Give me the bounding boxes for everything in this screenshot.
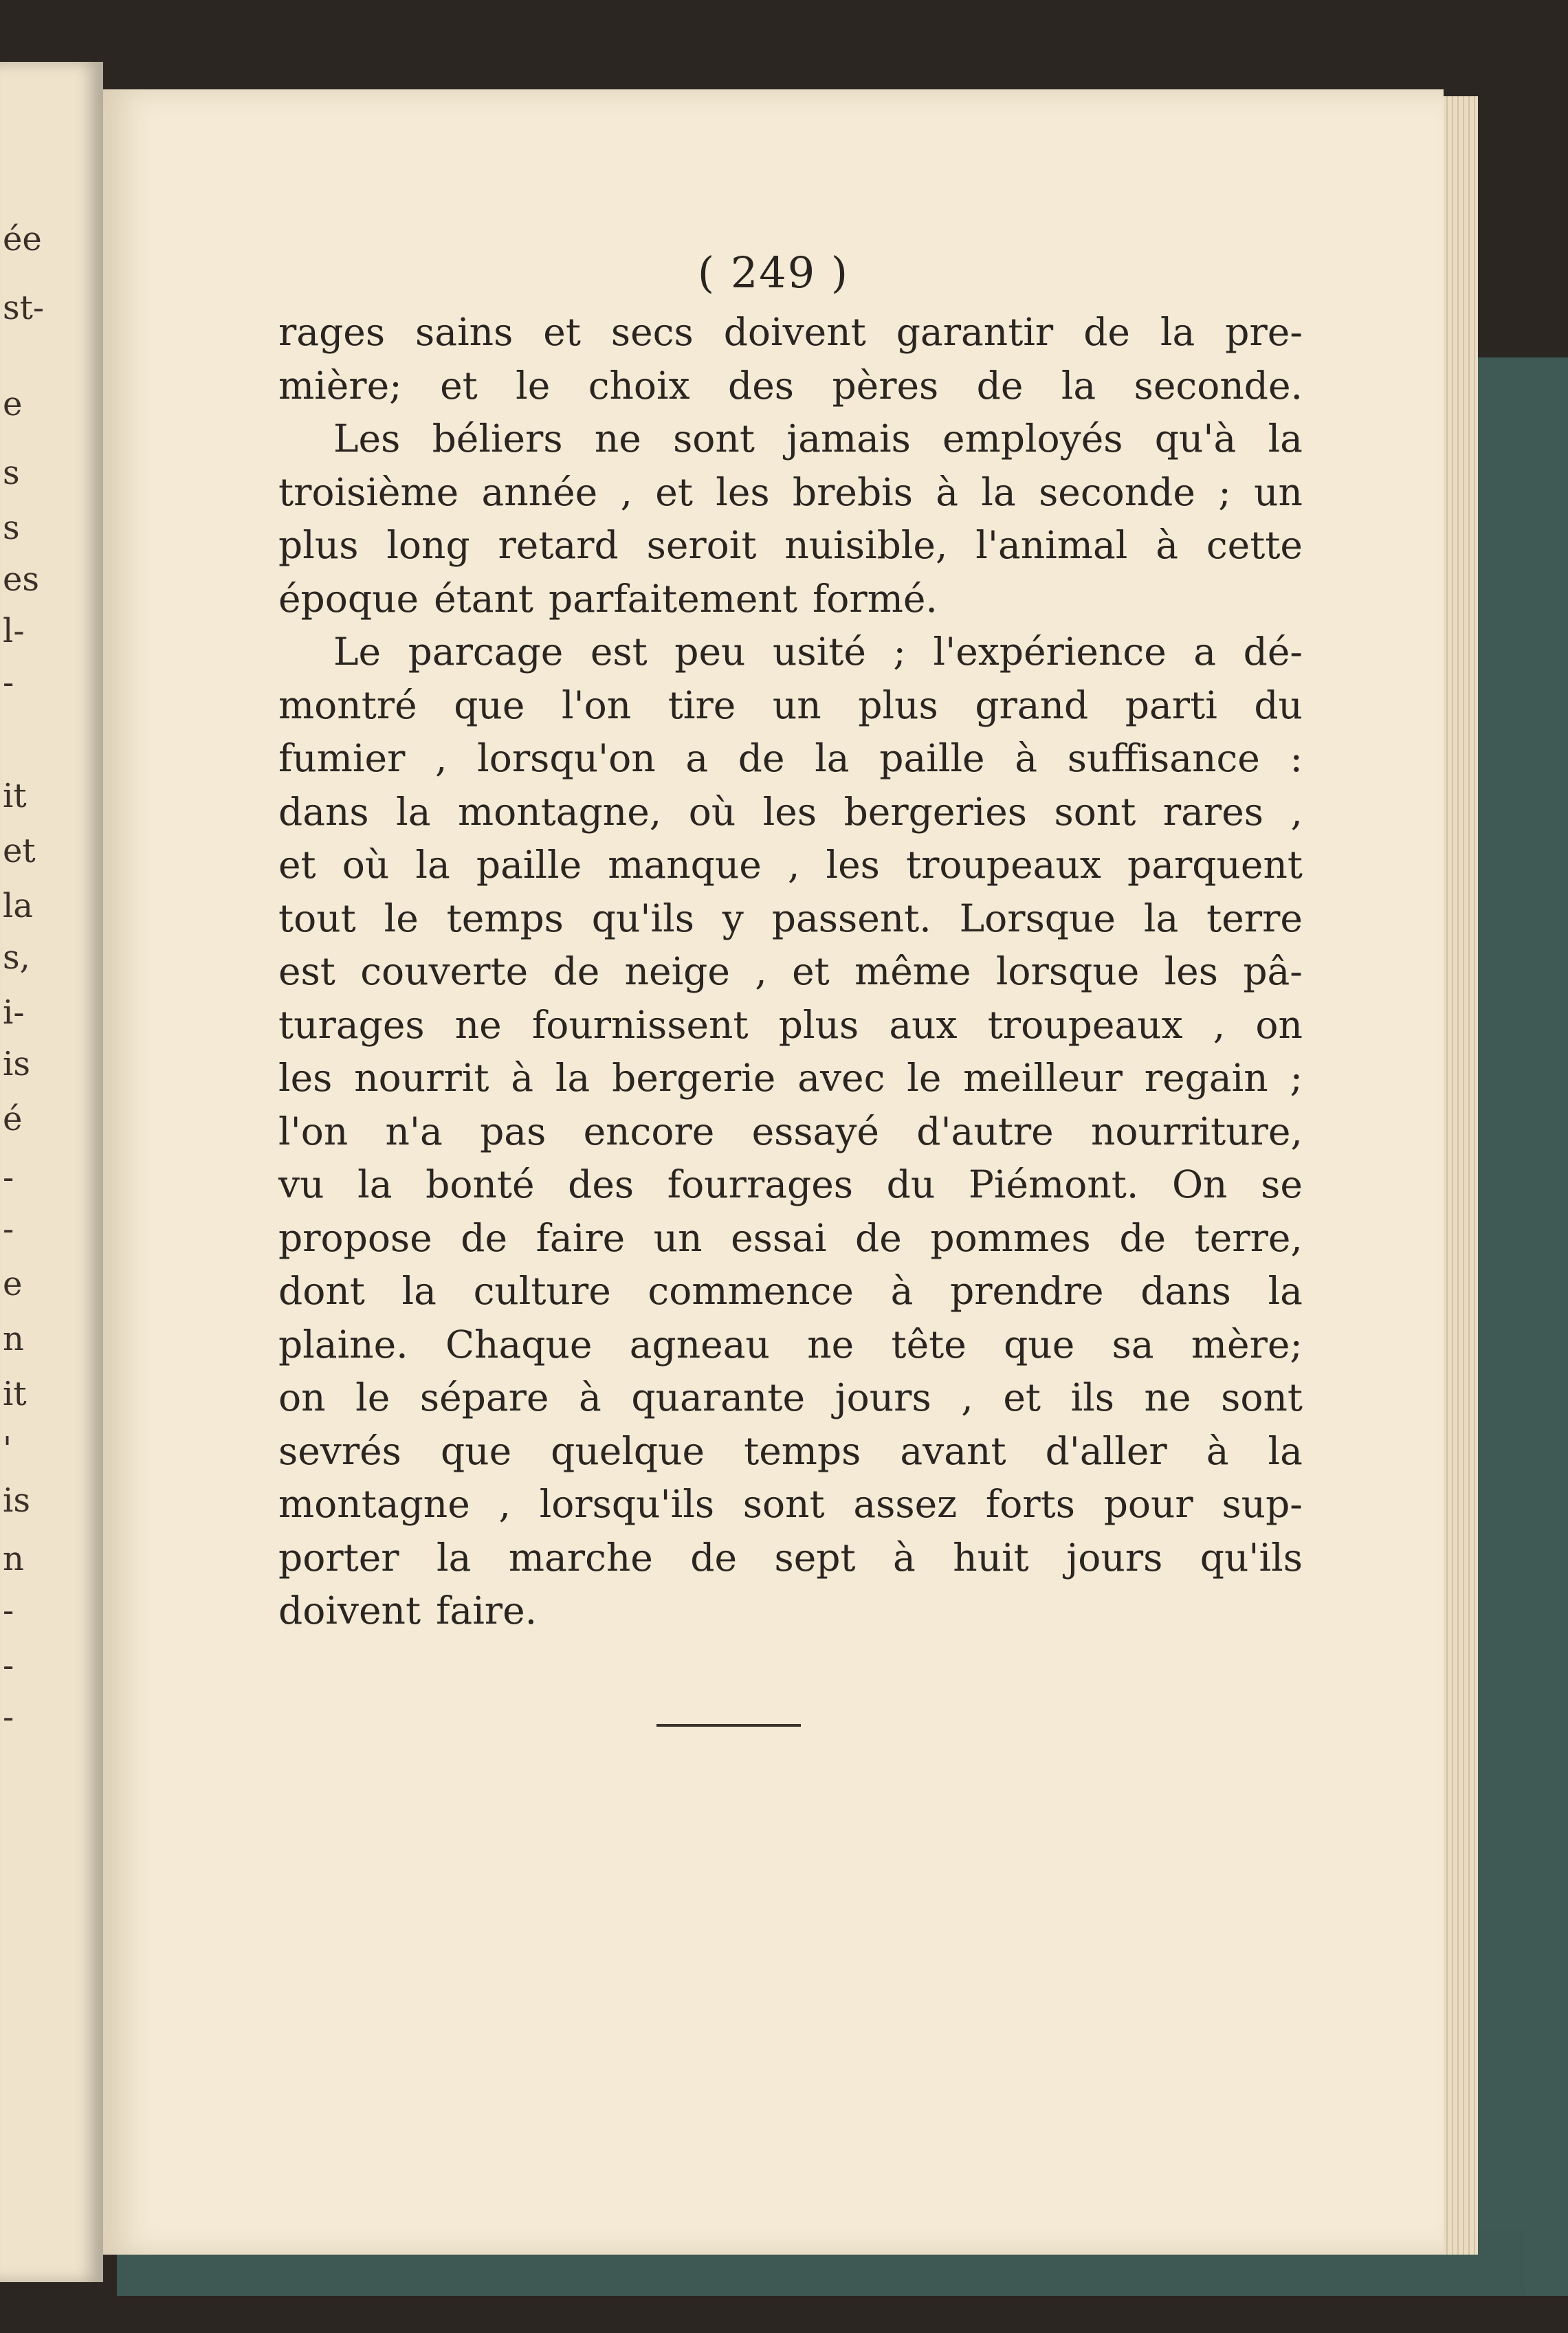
word: , — [755, 949, 767, 993]
word: bergerie — [612, 1056, 776, 1100]
word: la — [555, 1056, 590, 1100]
word: sont — [742, 1482, 825, 1526]
text-line — [278, 732, 1303, 786]
word: à — [1206, 1428, 1229, 1473]
word: un — [1254, 469, 1303, 514]
word: n'a — [385, 1109, 443, 1153]
word: sa — [1112, 1322, 1154, 1367]
word: avant — [900, 1428, 1006, 1473]
word: lorsqu'ils — [539, 1482, 715, 1526]
word: on — [1255, 1002, 1303, 1047]
word: forts — [985, 1482, 1075, 1526]
word: nourriture, — [1090, 1109, 1303, 1153]
word: de — [1083, 310, 1130, 354]
word: formé. — [812, 576, 938, 621]
word: plus — [278, 523, 359, 567]
word: étant — [434, 576, 534, 621]
left-page-fragment: e — [3, 1265, 23, 1303]
word: la — [815, 736, 850, 780]
text-line — [278, 1584, 1303, 1638]
page-number: ( 249 ) — [697, 247, 850, 298]
word: bonté — [426, 1162, 535, 1206]
word: à — [936, 469, 959, 514]
left-page-fragment: - — [3, 663, 14, 702]
word: y — [722, 896, 744, 940]
word: agneau — [629, 1322, 770, 1367]
text-line — [278, 945, 1303, 999]
left-page-fragment: is — [3, 1045, 30, 1083]
word: commence — [648, 1269, 854, 1313]
word: troupeaux — [905, 843, 1101, 887]
word: se — [1261, 1162, 1303, 1206]
text-line — [278, 1318, 1303, 1372]
word: et — [278, 843, 316, 887]
word: même — [854, 949, 971, 993]
word: sevrés — [278, 1428, 401, 1473]
left-page-fragment: e — [3, 385, 23, 423]
left-page-fragment: - — [3, 1158, 14, 1197]
word: sains — [415, 310, 514, 354]
text-line — [278, 1158, 1303, 1212]
word: est — [590, 630, 648, 674]
word: parfaitement — [549, 576, 797, 621]
left-page-fragment: é — [3, 1100, 23, 1138]
word: de — [976, 363, 1024, 408]
text-line — [278, 786, 1303, 839]
word: du — [1254, 683, 1303, 727]
word: doivent — [723, 310, 866, 354]
word: vu — [278, 1162, 324, 1206]
text-line — [278, 1212, 1303, 1265]
word: cette — [1206, 523, 1303, 567]
word: pommes — [930, 1215, 1091, 1260]
word: terre, — [1194, 1215, 1303, 1260]
word: les — [716, 469, 770, 514]
word: la — [981, 469, 1016, 514]
text-line — [278, 573, 1303, 626]
word: dé- — [1243, 630, 1303, 674]
word: neige — [624, 949, 730, 993]
word: la — [437, 1535, 472, 1580]
end-rule — [656, 1724, 801, 1727]
word: huit — [953, 1535, 1029, 1580]
word: Les — [333, 417, 401, 461]
word: tête — [891, 1322, 967, 1367]
word: parti — [1125, 683, 1217, 727]
word: de — [553, 949, 600, 993]
left-page-fragment: l- — [3, 612, 25, 650]
word: culture — [473, 1269, 611, 1313]
word: lorsqu'on — [477, 736, 656, 780]
word: rares — [1162, 789, 1263, 834]
word: troupeaux — [987, 1002, 1183, 1047]
text-line — [278, 679, 1303, 733]
word: temps — [744, 1428, 861, 1473]
word: de — [690, 1535, 738, 1580]
word: terre — [1206, 896, 1303, 940]
word: et — [543, 310, 581, 354]
word: , — [961, 1375, 973, 1419]
left-page-fragment: - — [3, 1591, 14, 1630]
word: : — [1290, 736, 1303, 780]
book-page — [103, 89, 1444, 2255]
left-page-fragment: n — [3, 1320, 24, 1358]
word: mière; — [278, 363, 402, 408]
text-line — [278, 1371, 1303, 1425]
word: jamais — [786, 417, 911, 461]
text-line — [278, 1265, 1303, 1318]
word: sont — [1221, 1375, 1303, 1419]
word: où — [688, 789, 736, 834]
word: , — [498, 1482, 511, 1526]
left-page-fragment: - — [3, 1646, 14, 1685]
word: la — [1268, 1269, 1303, 1313]
word: bergeries — [843, 789, 1028, 834]
word: plus — [858, 683, 938, 727]
word: dans — [278, 789, 369, 834]
word: ; — [1218, 469, 1231, 514]
word: qu'ils — [1200, 1535, 1303, 1580]
word: d'autre — [916, 1109, 1054, 1153]
word: avec — [797, 1056, 885, 1100]
word: où — [342, 843, 390, 887]
word: rages — [278, 310, 386, 354]
word: , — [787, 843, 800, 887]
word: fumier — [278, 736, 406, 780]
word: doivent — [278, 1589, 421, 1633]
word: tire — [667, 683, 736, 727]
word: le — [384, 896, 419, 940]
word: plus — [778, 1002, 859, 1047]
word: garantir — [896, 310, 1054, 354]
text-line — [278, 626, 1303, 679]
word: pas — [480, 1109, 546, 1153]
text-line — [278, 412, 1303, 466]
word: et — [1003, 1375, 1041, 1419]
text-line — [278, 999, 1303, 1052]
word: fournissent — [531, 1002, 749, 1047]
word: montagne, — [457, 789, 662, 834]
word: seroit — [646, 523, 757, 567]
word: sépare — [419, 1375, 549, 1419]
word: ne — [454, 1002, 502, 1047]
word: du — [886, 1162, 936, 1206]
word: pour — [1103, 1482, 1193, 1526]
left-page-fragment: n — [3, 1540, 24, 1578]
word: béliers — [432, 417, 563, 461]
word: est — [278, 949, 335, 993]
word: sont — [673, 417, 755, 461]
word: dans — [1140, 1269, 1231, 1313]
word: sept — [774, 1535, 856, 1580]
word: a — [1193, 630, 1217, 674]
left-page-fragment: ée — [3, 220, 42, 258]
word: un — [772, 683, 821, 727]
word: plaine. — [278, 1322, 408, 1367]
word: de — [738, 736, 785, 780]
word: l'animal — [975, 523, 1128, 567]
left-page-fragment: et — [3, 832, 36, 870]
word: porter — [278, 1535, 399, 1580]
word: les — [826, 843, 880, 887]
word: , — [620, 469, 632, 514]
word: secs — [610, 310, 694, 354]
word: suffisance — [1067, 736, 1260, 780]
word: , — [1213, 1002, 1226, 1047]
word: brebis — [792, 469, 913, 514]
word: temps — [446, 896, 564, 940]
word: sup- — [1222, 1482, 1303, 1526]
left-page-fragment: es — [3, 560, 40, 599]
word: ne — [807, 1322, 854, 1367]
word: seconde — [1039, 469, 1195, 514]
word: que — [454, 683, 525, 727]
word: Piémont. — [968, 1162, 1139, 1206]
word: quarante — [631, 1375, 805, 1419]
word: On — [1171, 1162, 1228, 1206]
word: à — [893, 1535, 916, 1580]
left-page-fragment: is — [3, 1481, 30, 1520]
word: encore — [583, 1109, 715, 1153]
word: montagne — [278, 1482, 470, 1526]
word: la — [1268, 1428, 1303, 1473]
word: retard — [498, 523, 619, 567]
word: jours — [835, 1375, 931, 1419]
word: jours — [1066, 1535, 1163, 1580]
word: on — [278, 1375, 326, 1419]
word: la — [1061, 363, 1096, 408]
word: qu'à — [1154, 417, 1237, 461]
word: et — [440, 363, 478, 408]
word: passent. — [771, 896, 931, 940]
word: sont — [1054, 789, 1136, 834]
word: regain — [1144, 1056, 1268, 1100]
word: un — [653, 1215, 703, 1260]
text-line — [278, 466, 1303, 520]
word: faire. — [436, 1589, 538, 1633]
word: à — [579, 1375, 601, 1419]
word: pères — [832, 363, 939, 408]
word: à — [511, 1056, 534, 1100]
word: la — [1268, 417, 1303, 461]
left-page-fragment: i- — [3, 993, 25, 1032]
word: parcage — [408, 630, 564, 674]
left-page-fragment: it — [3, 1375, 27, 1413]
word: marche — [508, 1535, 653, 1580]
word: tout — [278, 896, 356, 940]
word: ; — [1290, 1056, 1303, 1100]
word: l'on — [278, 1109, 349, 1153]
word: d'aller — [1045, 1428, 1167, 1473]
word: couverte — [360, 949, 529, 993]
word: propose — [278, 1215, 432, 1260]
word: assez — [853, 1482, 958, 1526]
text-line — [278, 1052, 1303, 1105]
word: ne — [594, 417, 641, 461]
text-line — [278, 892, 1303, 946]
word: meilleur — [963, 1056, 1123, 1100]
text-line — [278, 306, 1303, 360]
word: aux — [889, 1002, 958, 1047]
word: troisième — [278, 469, 459, 514]
word: Chaque — [445, 1322, 593, 1367]
previous-page-edge — [0, 62, 103, 2282]
body-text — [278, 306, 1303, 1638]
word: paille — [879, 736, 985, 780]
left-page-fragment: - — [3, 1210, 14, 1248]
word: pre- — [1225, 310, 1303, 354]
word: que — [1004, 1322, 1075, 1367]
word: nuisible, — [784, 523, 948, 567]
word: montré — [278, 683, 417, 727]
word: long — [386, 523, 470, 567]
word: époque — [278, 576, 419, 621]
word: le — [355, 1375, 390, 1419]
left-page-fragment: s, — [3, 938, 30, 977]
word: quelque — [551, 1428, 705, 1473]
word: des — [728, 363, 795, 408]
word: la — [1143, 896, 1179, 940]
word: la — [1160, 310, 1195, 354]
word: ne — [1144, 1375, 1191, 1419]
word: et — [792, 949, 830, 993]
word: à — [890, 1269, 914, 1313]
text-line — [278, 360, 1303, 413]
word: dont — [278, 1269, 365, 1313]
word: essayé — [751, 1109, 879, 1153]
word: la — [415, 843, 450, 887]
word: a — [685, 736, 709, 780]
text-line — [278, 519, 1303, 573]
word: la — [401, 1269, 437, 1313]
word: turages — [278, 1002, 425, 1047]
word: de — [855, 1215, 902, 1260]
word: qu'ils — [591, 896, 694, 940]
text-line — [278, 1478, 1303, 1532]
text-line — [278, 839, 1303, 892]
word: ; — [893, 630, 906, 674]
word: le — [907, 1056, 942, 1100]
word: seconde. — [1134, 363, 1303, 408]
word: grand — [975, 683, 1089, 727]
left-page-fragment: - — [3, 1698, 14, 1736]
word: faire — [535, 1215, 626, 1260]
word: et — [655, 469, 693, 514]
text-line — [278, 1532, 1303, 1585]
word: à — [1156, 523, 1179, 567]
word: de — [1119, 1215, 1167, 1260]
word: des — [568, 1162, 634, 1206]
word: mère; — [1191, 1322, 1303, 1367]
left-page-fragment: st- — [3, 289, 45, 327]
word: ils — [1070, 1375, 1114, 1419]
left-page-fragment: s — [3, 509, 20, 547]
word: manque — [608, 843, 762, 887]
left-page-fragment: it — [3, 777, 27, 815]
word: paille — [476, 843, 582, 887]
word: les — [762, 789, 817, 834]
left-page-fragment: s — [3, 454, 20, 492]
word: , — [435, 736, 448, 780]
word: , — [1290, 789, 1303, 834]
word: les — [1164, 949, 1218, 993]
word: fourrages — [667, 1162, 854, 1206]
word: l'on — [561, 683, 632, 727]
word: lorsque — [995, 949, 1140, 993]
word: Le — [333, 630, 382, 674]
word: pâ- — [1243, 949, 1303, 993]
word: la — [357, 1162, 393, 1206]
word: année — [481, 469, 598, 514]
word: les — [278, 1056, 333, 1100]
word: Lorsque — [959, 896, 1116, 940]
word: l'expérience — [933, 630, 1167, 674]
word: à — [1015, 736, 1038, 780]
word: nourrit — [354, 1056, 489, 1100]
word: choix — [588, 363, 690, 408]
left-page-fragment: la — [3, 887, 33, 925]
word: prendre — [950, 1269, 1104, 1313]
word: peu — [674, 630, 746, 674]
word: essai — [731, 1215, 827, 1260]
book-cover-edge — [1471, 357, 1568, 2296]
word: employés — [942, 417, 1123, 461]
word: parquent — [1127, 843, 1303, 887]
word: la — [396, 789, 431, 834]
word: de — [461, 1215, 508, 1260]
word: le — [516, 363, 551, 408]
word: que — [440, 1428, 512, 1473]
text-line — [278, 1425, 1303, 1479]
text-line — [278, 1105, 1303, 1159]
word: usité — [772, 630, 866, 674]
left-page-fragment: ' — [3, 1430, 12, 1468]
